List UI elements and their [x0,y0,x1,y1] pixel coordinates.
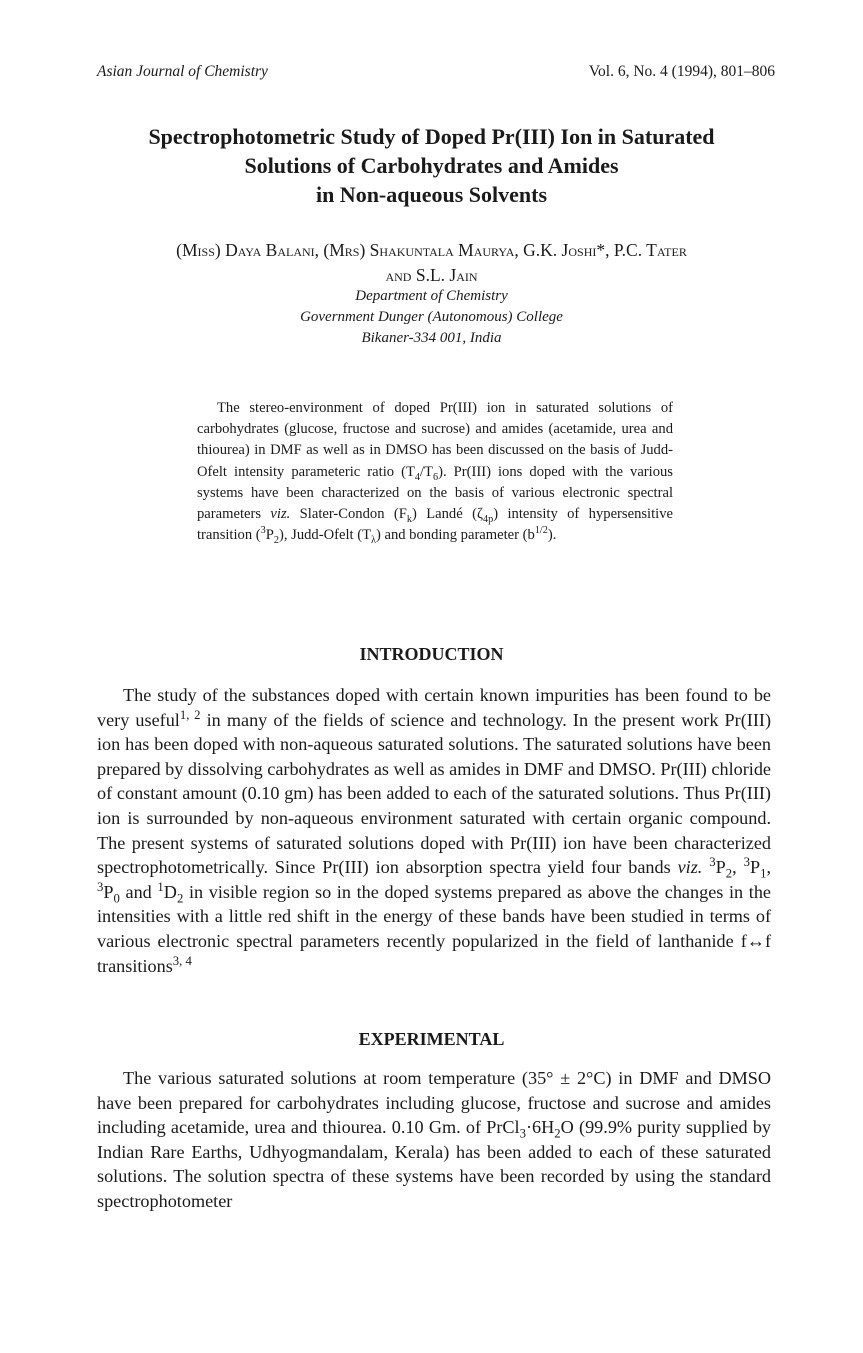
address: Bikaner-334 001, India [361,330,502,346]
journal-name: Asian Journal of Chemistry [97,63,268,80]
title-line: Solutions of Carbohydrates and Amides [244,153,619,178]
title-line: Spectrophotometric Study of Doped Pr(III) Ion in Saturated [148,124,715,149]
title-line: in Non-aqueous Solvents [315,182,548,207]
article-title [60,122,803,209]
department: Department of Chemistry [355,288,508,304]
institution: Government Dunger (Autonomous) College [300,309,563,325]
author-list [60,238,803,288]
author-line: and S.L. Jain [385,265,478,285]
introduction-paragraph: The study of the substances doped with certain known impurities has been found to be very useful$^{1, 2}$ in many of the fields of science and technology. In the present work Pr(III) ion has been doped with non-aqueous saturated solutions. The saturated solutions have been prepared by dissolving carbohydrates as well as amides in DMF and DMSO. Pr(III) chloride of constant amount (0.10 gm) has been added to each of the saturated solutions. Thus Pr(III) ion is surrounded by non-aqueous environment saturated with certain organic compound. The present systems of saturated solutions doped with Pr(III) ion have been characterized spectrophotometrically. Since Pr(III) ion absorption spectra yield four bands viz. $^3P_2$, $^3P_1$, $^3P_0$ and $^1D_2$ in visible region so in the doped systems prepared as above the changes in the intensities with a little red shift in the energy of these bands have been studied in terms of various electronic spectral parameters recently popularized in the field of lanthanide f↔f transitions$^{3, 4}$ [97,685,772,976]
section-heading-experimental: EXPERIMENTAL [358,1029,505,1049]
citation: Vol. 6, No. 4 (1994), 801–806 [588,63,775,80]
affiliation [60,286,803,349]
abstract: The stereo-environment of doped Pr(III) ion in saturated solutions of carbohydrates (glucose, fructose and sucrose) and amides (acetamide, urea and thiourea) in DMF as well as in DMSO has been discussed on the basis of Judd-Ofelt intensity parameteric ratio $(T_4/T_6)$. Pr(III) ions doped with the various systems have been characterized on the basis of various electronic spectral parameters viz. Slater-Condon $(F_k)$ Landé $(\zeta_{4p})$ intensity of hypersensitive transition $(^3P_2)$, Judd-Ofelt $(T_\lambda)$ and bonding parameter $(b^{1/2})$. [197,400,673,547]
running-head [97,63,775,81]
section-heading-introduction: INTRODUCTION [359,644,504,664]
citation-ref: 3, 4 [172,953,192,968]
author-line: (Miss) Daya Balani, (Mrs) Shakuntala Maurya, G.K. Joshi*, P.C. Tater [176,240,687,260]
citation-ref: 1, 2 [179,707,201,722]
experimental-paragraph: The various saturated solutions at room temperature (35° ± 2°C) in DMF and DMSO have been prepared for carbohydrates including glucose, fructose and sucrose and amides including acetamide, urea and thiourea. 0.10 Gm. of $PrCl_3\cdot 6H_2O$ (99.9% purity supplied by Indian Rare Earths, Udhyogmandalam, Kerala) has been added to each of these saturated solutions. The solution spectra of these systems have been recorded by using the standard spectrophotometer [97,1068,772,1211]
